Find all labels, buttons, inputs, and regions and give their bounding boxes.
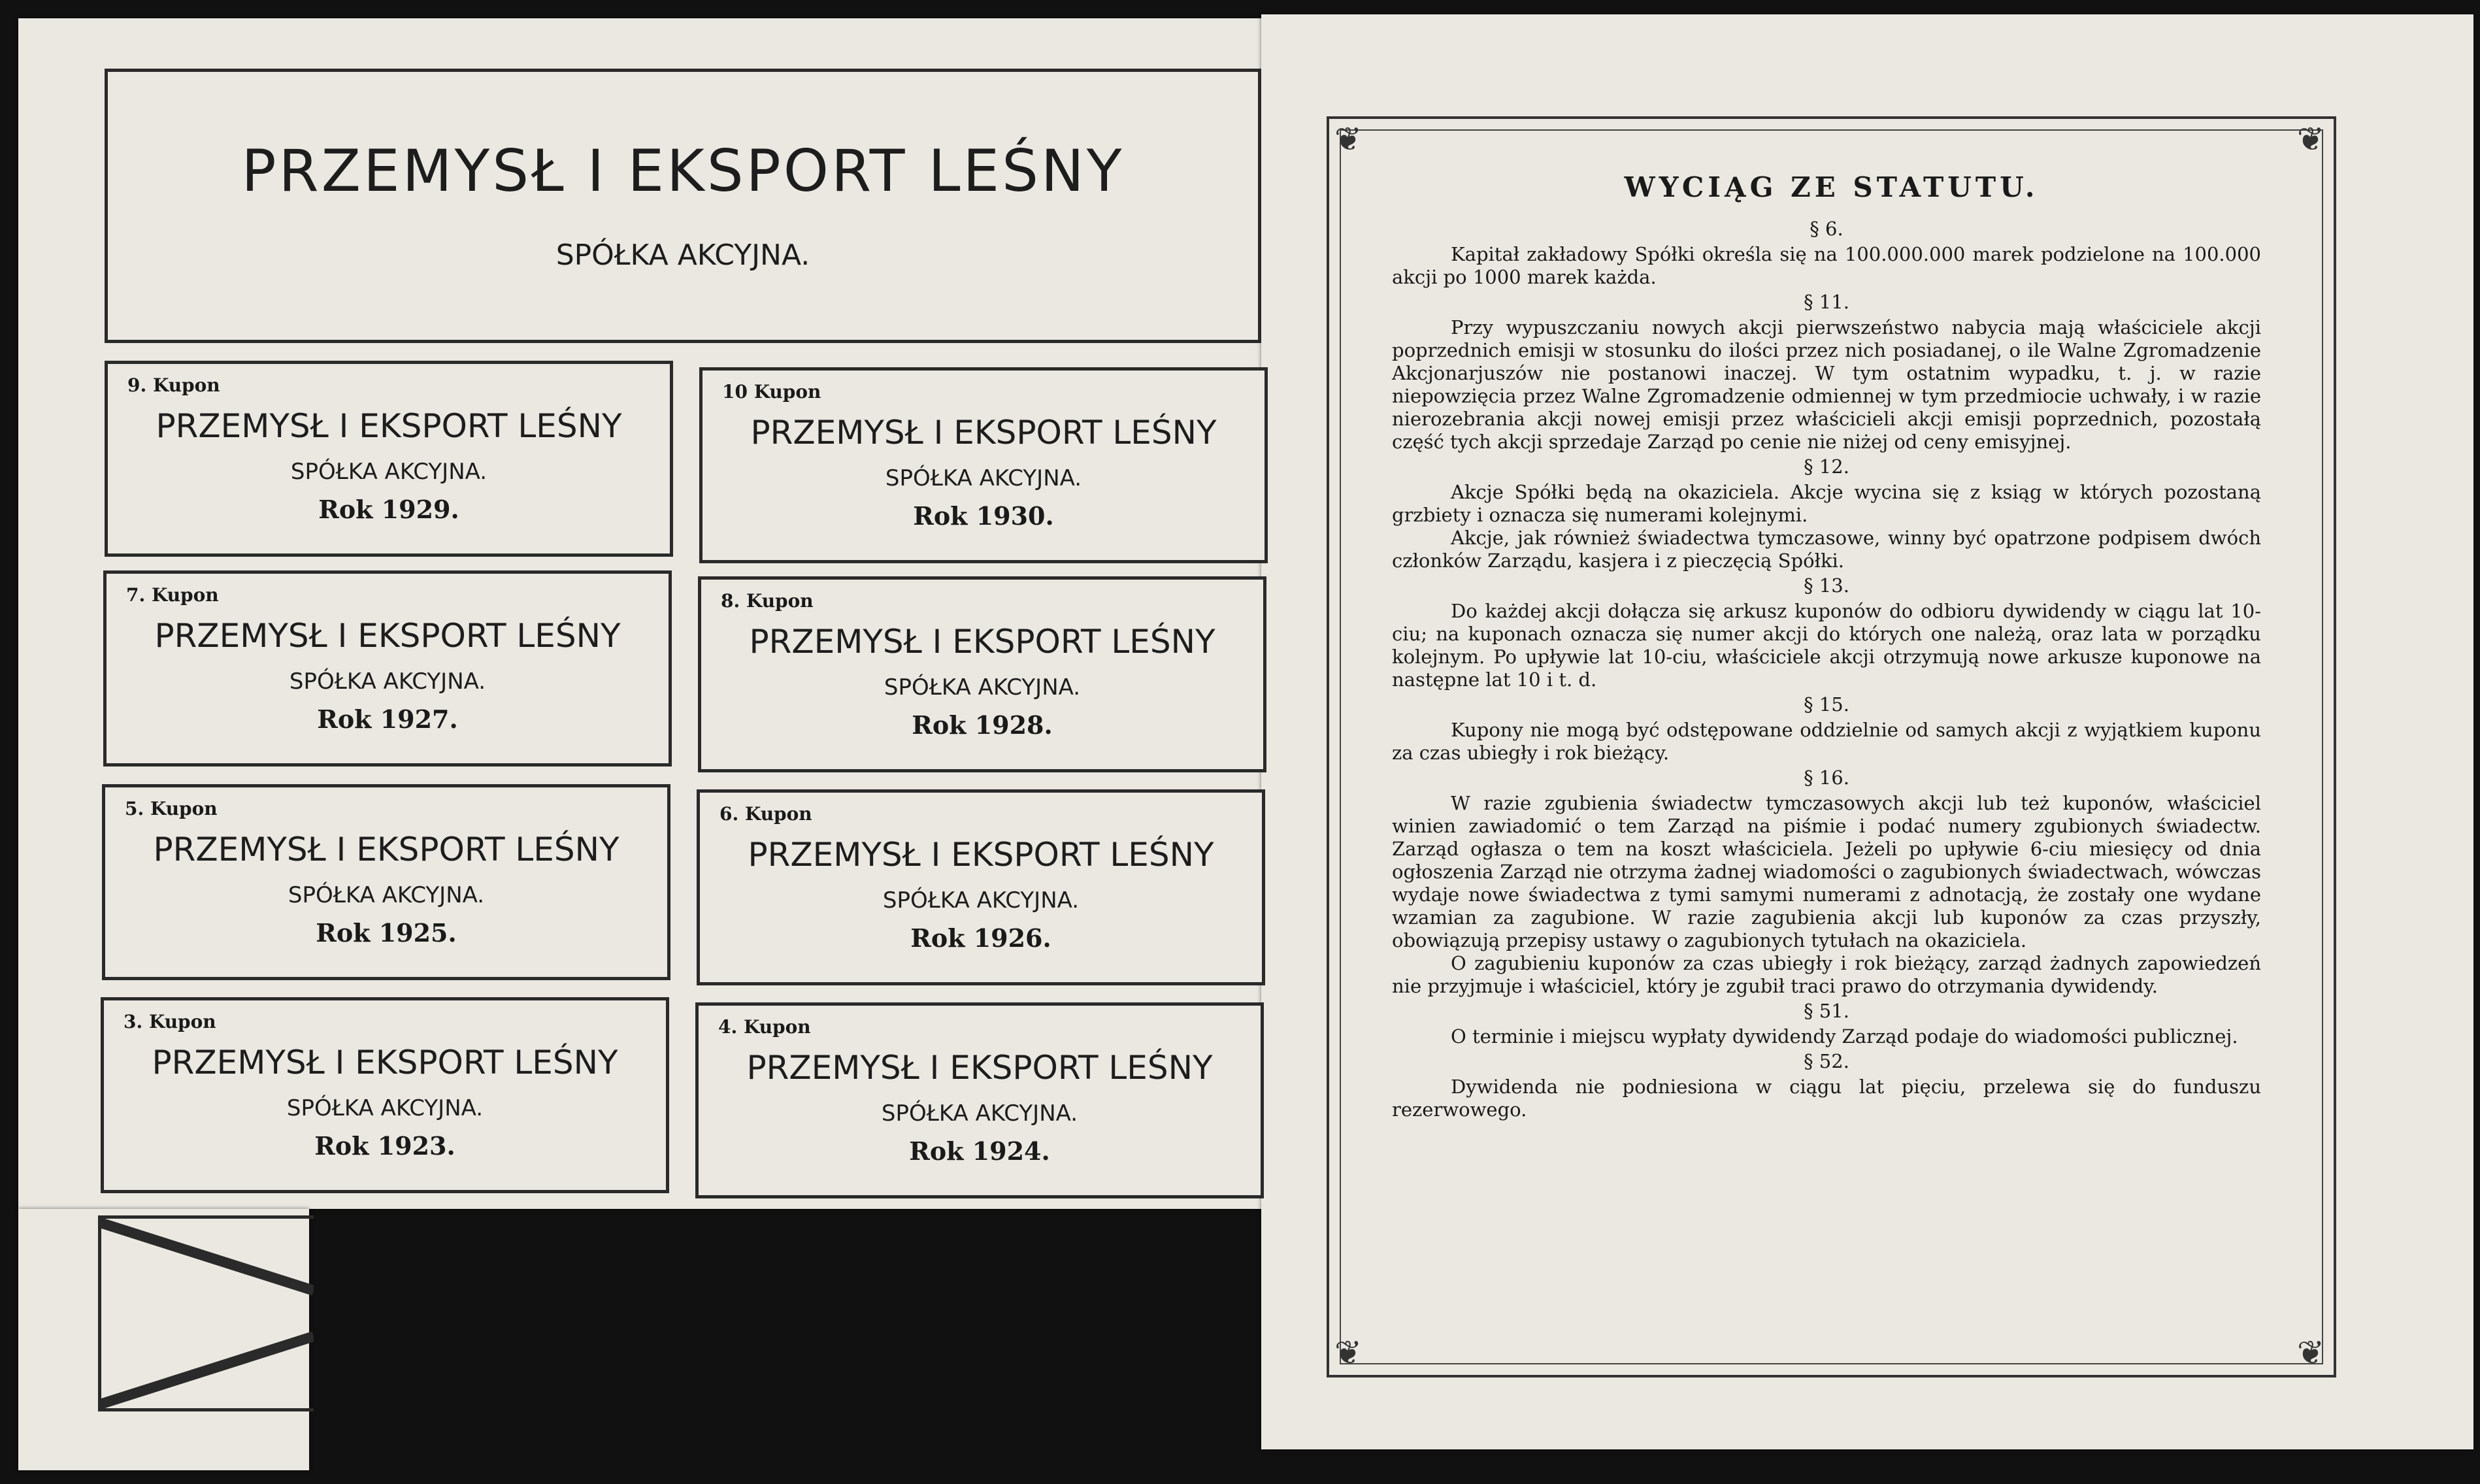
section-label: § 6. (1810, 218, 1843, 240)
statute-paragraph: W razie zgubienia świadectw tymczasowych akcji lub też kuponów, właściciel winien zawiadomić o tem Zarząd na piśmie i podać numery zgubionych świadectw. Zarząd ogłasza o tem na koszt właściciela. Jeżeli po upływie 6-ciu miesięcy od dnia ogłoszenia Zarząd nie otrzyma żadnej wiadomości o zagubionych świadectwach, wówczas wydaje nowe świadectwa z tymi samymi numerami z adnotacją, że zostały one wydane wzamian za zagubione. W razie zagubienia akcji lub kuponów za czas przyszły, obowiązują przepisy ustawy o zagubionych tytułach na okaziciela. (1392, 792, 2261, 951)
coupon-number: 10 Kupon (722, 381, 821, 403)
coupon-title: PRZEMYSŁ I EKSPORT LEŚNY (152, 1044, 618, 1081)
coupon-subtitle: SPÓŁKA AKCYJNA. (885, 465, 1082, 491)
corner-ornament-icon: ❦ (2297, 120, 2324, 158)
coupon-10 (699, 367, 1268, 563)
coupon-number: 7. Kupon (126, 584, 219, 606)
coupon-title: PRZEMYSŁ I EKSPORT LEŚNY (748, 836, 1214, 874)
coupon-number: 8. Kupon (721, 590, 814, 612)
section-label: § 13. (1804, 574, 1849, 597)
coupon-number: 3. Kupon (124, 1011, 216, 1032)
coupon-number: 5. Kupon (125, 798, 218, 819)
statute-paragraph: Akcje Spółki będą na okaziciela. Akcje wycina się z ksiąg w których pozostaną grzbiety i oznacza się numerami kolejnymi. (1392, 481, 2261, 526)
statute-paragraph: Kupony nie mogą być odstępowane oddzielnie od samych akcji z wyjątkiem kuponu za czas ubiegły i rok bieżący. (1392, 719, 2261, 764)
coupon-title: PRZEMYSŁ I EKSPORT LEŚNY (156, 407, 622, 445)
statute-paragraph: Do każdej akcji dołącza się arkusz kuponów do odbioru dywidendy w ciągu lat 10-ciu; na kuponach oznacza się numer akcji do których one należą, oraz lata w porządku kolejnym. Po upływie lat 10-ciu, właściciele akcji otrzymują nowe arkusze kuponowe na następne lat 10 i t. d. (1392, 600, 2261, 691)
corner-ornament-icon: ❦ (1334, 120, 1362, 158)
coupon-number: 4. Kupon (718, 1016, 811, 1038)
coupon-title: PRZEMYSŁ I EKSPORT LEŚNY (750, 414, 1217, 452)
coupon-title: PRZEMYSŁ I EKSPORT LEŚNY (154, 617, 621, 655)
cancelled-stub (98, 1215, 314, 1411)
coupon-6 (697, 789, 1265, 985)
coupon-subtitle: SPÓŁKA AKCYJNA. (286, 1095, 484, 1121)
statute-body (1392, 216, 2261, 1121)
coupon-7 (103, 570, 672, 767)
coupon-9 (105, 361, 673, 557)
coupon-title: PRZEMYSŁ I EKSPORT LEŚNY (749, 623, 1215, 661)
statute-paragraph: O terminie i miejscu wypłaty dywidendy Zarząd podaje do wiadomości publicznej. (1451, 1025, 2238, 1047)
coupon-subtitle: SPÓŁKA AKCYJNA. (289, 668, 486, 695)
coupon-3 (101, 997, 669, 1193)
section-label: § 15. (1804, 693, 1849, 716)
coupon-subtitle: SPÓŁKA AKCYJNA. (881, 1100, 1078, 1127)
coupon-subtitle: SPÓŁKA AKCYJNA. (882, 887, 1080, 914)
company-header (105, 69, 1261, 343)
coupon-number: 9. Kupon (127, 374, 220, 396)
coupon-5 (102, 784, 670, 980)
statute-paragraph: Przy wypuszczaniu nowych akcji pierwszeństwo nabycia mają właściciele akcji poprzednich emisji w stosunku do ilości przez nich posiadanej, o ile Walne Zgromadzenie Akcjonarjuszów nie postanowi inaczej. W tym ostatnim wypadku, t. j. w razie niepowzięcia przez Walne Zgromadzenie odmiennej w tym przedmiocie uchwały, i w razie nierozebrania akcji nowej emisji przez właścicieli akcji emisji poprzednich, pozostałą część tych akcji sprzedaje Zarząd po cenie nie niżej od ceny emisyjnej. (1392, 316, 2261, 453)
corner-ornament-icon: ❦ (2297, 1334, 2324, 1372)
coupon-number: 6. Kupon (719, 803, 812, 825)
coupon-year: Rok 1924. (909, 1136, 1050, 1166)
section-label: § 12. (1804, 455, 1849, 478)
coupon-year: Rok 1926. (910, 923, 1051, 953)
coupon-title: PRZEMYSŁ I EKSPORT LEŚNY (153, 831, 620, 868)
coupon-year: Rok 1929. (318, 495, 459, 524)
coupon-title: PRZEMYSŁ I EKSPORT LEŚNY (746, 1049, 1213, 1087)
section-label: § 11. (1804, 291, 1849, 313)
cancel-cross-icon (98, 1215, 314, 1411)
section-label: § 52. (1804, 1050, 1849, 1072)
statute-paragraph: O zagubieniu kuponów za czas ubiegły i rok bieżący, zarząd żadnych zapowiedzeń nie przyjmuje i właściciel, który je zgubił traci prawo do otrzymania dywidendy. (1392, 952, 2261, 997)
coupon-year: Rok 1928. (912, 710, 1053, 740)
statute-paragraph: Akcje, jak również świadectwa tymczasowe, winny być opatrzone podpisem dwóch członków Zarządu, kasjera i z pieczęcią Spółki. (1392, 527, 2261, 572)
corner-ornament-icon: ❦ (1334, 1334, 1362, 1372)
coupon-year: Rok 1923. (314, 1131, 455, 1161)
statute-heading: WYCIĄG ZE STATUTU. (1624, 171, 2039, 203)
coupon-subtitle: SPÓŁKA AKCYJNA. (288, 882, 485, 908)
company-type: SPÓŁKA AKCYJNA. (555, 239, 810, 272)
coupon-8 (698, 576, 1266, 772)
statute-paragraph: Kapitał zakładowy Spółki określa się na 100.000.000 marek podzielone na 100.000 akcji po 1000 marek każda. (1392, 243, 2261, 288)
coupon-year: Rok 1930. (913, 501, 1054, 531)
coupon-4 (695, 1002, 1264, 1198)
coupon-year: Rok 1925. (316, 918, 457, 948)
section-label: § 16. (1804, 767, 1849, 789)
company-name: PRZEMYSŁ I EKSPORT LEŚNY (241, 137, 1125, 205)
coupon-year: Rok 1927. (317, 704, 458, 734)
coupon-subtitle: SPÓŁKA AKCYJNA. (290, 459, 488, 485)
coupon-subtitle: SPÓŁKA AKCYJNA. (884, 674, 1081, 701)
section-label: § 51. (1804, 1000, 1849, 1022)
statute-paragraph: Dywidenda nie podniesiona w ciągu lat pięciu, przelewa się do funduszu rezerwowego. (1392, 1076, 2261, 1121)
